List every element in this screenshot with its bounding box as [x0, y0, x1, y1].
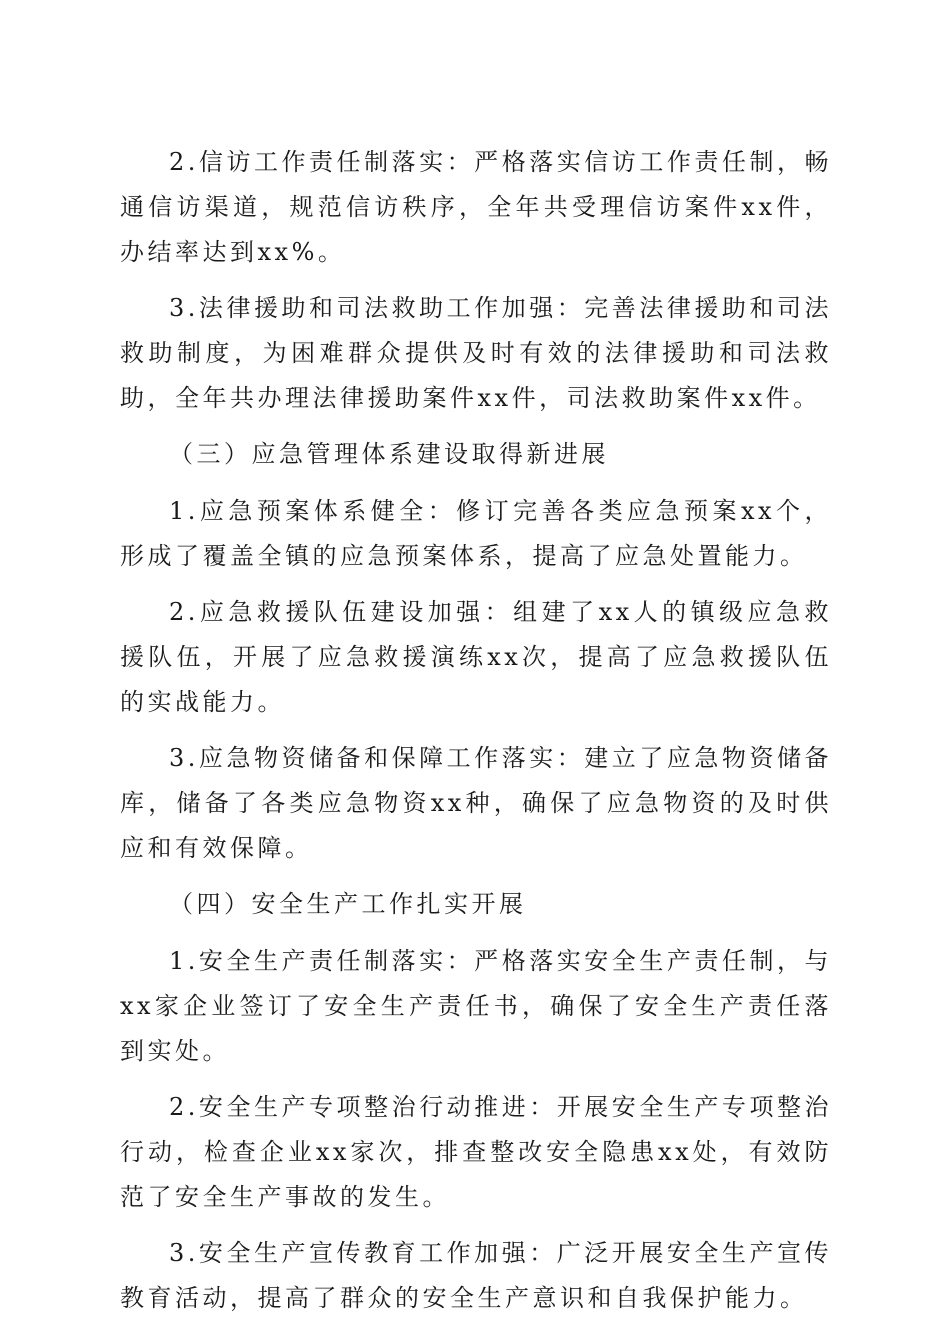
paragraph-safety-education: 3.安全生产宣传教育工作加强：广泛开展安全生产宣传教育活动，提高了群众的安全生产意识和自我保护能力。 — [120, 1239, 832, 1312]
paragraph-emergency-supplies: 3.应急物资储备和保障工作落实：建立了应急物资储备库，储备了各类应急物资xx种，确保了应急物资的及时供应和有效保障。 — [120, 744, 832, 862]
document-body — [120, 140, 832, 1332]
paragraph-petition-responsibility: 2.信访工作责任制落实：严格落实信访工作责任制，畅通信访渠道，规范信访秩序，全年共受理信访案件xx件，办结率达到xx%。 — [120, 148, 832, 266]
paragraph-safety-rectification: 2.安全生产专项整治行动推进：开展安全生产专项整治行动，检查企业xx家次，排查整改安全隐患xx处，有效防范了安全生产事故的发生。 — [120, 1093, 832, 1211]
section-heading-emergency-management: （三）应急管理体系建设取得新进展 — [169, 440, 609, 468]
paragraph-rescue-team: 2.应急救援队伍建设加强：组建了xx人的镇级应急救援队伍，开展了应急救援演练xx次，提高了应急救援队伍的实战能力。 — [120, 598, 832, 716]
paragraph-legal-aid: 3.法律援助和司法救助工作加强：完善法律援助和司法救助制度，为困难群众提供及时有效的法律援助和司法救助，全年共办理法律援助案件xx件，司法救助案件xx件。 — [120, 294, 832, 412]
paragraph-emergency-plans: 1.应急预案体系健全：修订完善各类应急预案xx个，形成了覆盖全镇的应急预案体系，提高了应急处置能力。 — [120, 497, 832, 570]
paragraph-safety-responsibility: 1.安全生产责任制落实：严格落实安全生产责任制，与xx家企业签订了安全生产责任书，确保了安全生产责任落到实处。 — [120, 947, 832, 1065]
section-heading-production-safety: （四）安全生产工作扎实开展 — [169, 890, 527, 918]
